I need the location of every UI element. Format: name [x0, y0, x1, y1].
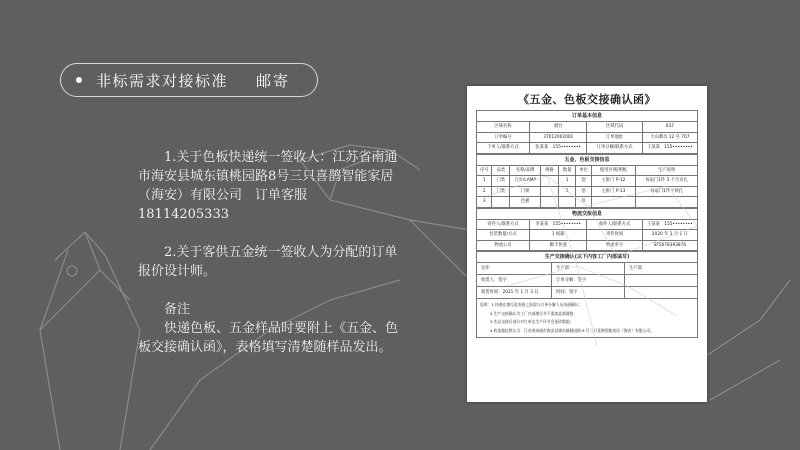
table-cell: 2 — [477, 186, 492, 197]
table-cell: 王某某 155•••••••• — [642, 219, 697, 230]
order-info-header: 订单基本信息 — [476, 110, 698, 121]
hardware-header-row — [477, 165, 698, 176]
table-cell: 收货时间：2021 年 1 月 3 日 — [477, 287, 552, 299]
table-cell: SF5678393876 — [642, 240, 697, 251]
column-header: 规格 — [541, 165, 559, 176]
production-row — [477, 263, 698, 275]
note-line: 2.生产交接确认为工厂内部填写并不需加盖骑缝签； — [490, 310, 578, 316]
table-cell: 块 — [576, 197, 591, 208]
instruction-paragraph-2: 2.关于客供五金统一签收人为分配的订单报价设计师。 — [138, 245, 398, 279]
instructions-text — [138, 148, 408, 357]
table-cell: 物流公司 — [477, 240, 530, 251]
table-cell: 时间：签字 — [552, 287, 625, 299]
column-header: 品类 — [492, 165, 510, 176]
table-cell: 2020 年 1 月 1 日 — [642, 230, 697, 241]
bullet-dot — [76, 77, 82, 83]
table-cell — [558, 197, 576, 208]
table-cell: 1 — [477, 176, 492, 187]
table-cell: 主卧门 P-12 — [591, 176, 635, 187]
hardware-row — [477, 197, 698, 208]
table-cell: 下单人/联系方式 — [477, 143, 530, 154]
table-cell: 3 — [477, 197, 492, 208]
column-header: 序号 — [477, 165, 492, 176]
note-line: 3.生品交接后部分对订单在生产环节会更改数据； — [490, 319, 574, 324]
table-cell: 烟台 — [530, 122, 587, 133]
note-line: 4.收货地址默认为：江苏省南通市海安县城东镇桃园路 8 号三只喜鹊智能家居（海安）有限公司。 — [490, 327, 655, 333]
section-title: 非标需求对接标准 — [96, 71, 229, 90]
form-title: 《五金、色板交接确认函》 — [518, 93, 656, 106]
hardware-row — [477, 186, 698, 197]
table-cell: 物流单号 — [587, 240, 642, 251]
table-cell: 每扇门1件个锁孔 — [636, 186, 698, 197]
order-row — [477, 143, 698, 154]
table-cell: 套 — [576, 186, 591, 197]
column-header: 生产说明 — [636, 165, 698, 176]
column-header: 使用区域/照纸 — [591, 165, 635, 176]
table-cell: 订单分解：签字 — [552, 275, 625, 287]
table-cell — [625, 287, 698, 299]
table-cell — [541, 186, 559, 197]
order-row — [477, 122, 698, 133]
logistics-row — [477, 230, 698, 241]
production-table — [476, 262, 698, 299]
table-cell: 顺丰快递 — [530, 240, 587, 251]
table-cell — [636, 197, 698, 208]
table-cell: 门类 — [492, 186, 510, 197]
table-cell: 张某某 155•••••••• — [530, 143, 587, 154]
table-cell — [625, 275, 698, 287]
table-cell: 收货人：签字 — [477, 275, 552, 287]
column-header: 数量 — [558, 165, 576, 176]
logistics-row — [477, 240, 698, 251]
table-cell: 王某某 155•••••••• — [642, 143, 697, 154]
column-header: 单位 — [576, 165, 591, 176]
section-header-pill — [60, 63, 318, 97]
table-cell: 生产部 — [552, 263, 625, 275]
hardware-table — [476, 165, 698, 208]
table-cell — [541, 176, 559, 187]
production-row — [477, 275, 698, 287]
form-body — [476, 110, 698, 338]
table-cell: 区域名称 — [477, 122, 530, 133]
table-cell: 天山教员 12 号 707 — [642, 132, 697, 143]
instruction-paragraph-1: 1.关于色板快递统一签收人：江苏省南通市海安县城东镇桃园路8号三只喜鹊智能家居（海安）有限公司 订单客服 18114205333 — [138, 150, 398, 222]
form-notes — [476, 299, 698, 338]
column-header: 名称/品牌 — [510, 165, 541, 176]
table-cell: 订单分解/联系方式 — [587, 143, 642, 154]
table-cell: 包装数量/方式 — [477, 230, 530, 241]
order-row — [477, 132, 698, 143]
table-cell: 订单编号 — [477, 132, 530, 143]
section-subtitle: 邮寄 — [256, 71, 291, 90]
table-cell — [591, 197, 635, 208]
hardware-info-header: 五金、色板交接信息 — [476, 154, 698, 165]
table-cell: 寄件人/联系方式 — [477, 219, 530, 230]
production-confirm-header: 生产交接确认(以下内容工厂内部填写) — [476, 251, 698, 262]
production-row — [477, 287, 698, 299]
note-title: 备注 — [164, 302, 191, 317]
table-cell: 订单地址 — [587, 132, 642, 143]
order-info-table — [476, 121, 698, 154]
logistics-row — [477, 219, 698, 230]
table-cell: 收件人/联系方式 — [587, 219, 642, 230]
table-cell: 套 — [576, 176, 591, 187]
table-cell: 李某某 155•••••••• — [530, 219, 587, 230]
table-cell: 合页/LAMP — [510, 176, 541, 187]
table-cell: 每扇门1件 3 个合页孔 — [636, 176, 698, 187]
table-cell: 寄件时间 — [587, 230, 642, 241]
table-cell: 037 — [642, 122, 697, 133]
table-cell: 1 纸箱 — [530, 230, 587, 241]
table-cell: 仓库 — [477, 263, 552, 275]
table-cell — [541, 197, 559, 208]
table-cell: 主卧门 P-13 — [591, 186, 635, 197]
table-cell: 1 — [558, 186, 576, 197]
table-cell — [492, 197, 510, 208]
note-text: 快递色板、五金样品时要附上《五金、色板交接确认函》，表格填写清楚随样品发出。 — [138, 321, 399, 355]
table-cell: 37012002001 — [530, 132, 587, 143]
table-cell: 门类 — [492, 176, 510, 187]
table-cell: 生产部 — [625, 263, 698, 275]
confirmation-form-document — [467, 86, 707, 402]
table-cell: 区域代码 — [587, 122, 642, 133]
table-cell: 门锁 — [510, 186, 541, 197]
logistics-table — [476, 219, 698, 252]
table-cell: 色板 — [510, 197, 541, 208]
hardware-row — [477, 176, 698, 187]
table-cell: 1 — [558, 176, 576, 187]
note-line: 说明：1.快递在填写此表格之前需与订单分解人员沟通确认； — [480, 302, 583, 307]
logistics-info-header: 物流交接信息 — [476, 208, 698, 219]
